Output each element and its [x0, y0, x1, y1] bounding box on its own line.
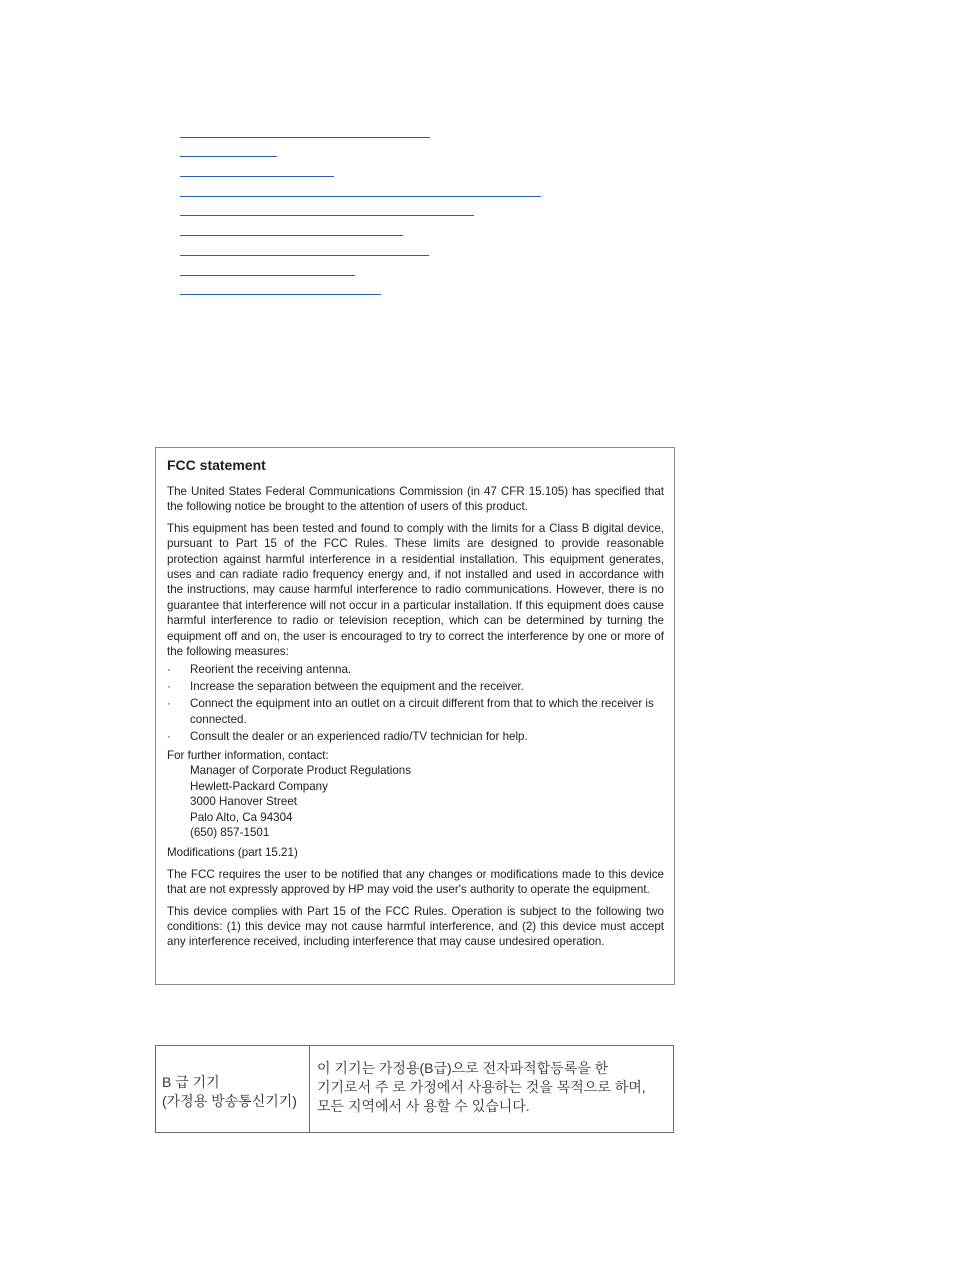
contact-line: Hewlett-Packard Company: [190, 779, 328, 793]
fcc-body: This equipment has been tested and found to comply with the limits for a Class B digital device, pursuant to Part 15 of the FCC Rules. These limits are designed to provide reasonable protection against harmful interference in a residential installation. This equipment generates, uses and can radiate radio frequency energy and, if not installed and used in accordance with the instructions, may cause harmful interference to radio communications. However, there is no guarantee that interference will not occur in a particular installation. If this equipment does cause harmful interference to radio or television reception, which can be determined by turning the equipment off and on, the user is encouraged to try to correct the interference by one or more of the following measures:: [167, 521, 664, 659]
bullet-icon: ·: [167, 729, 171, 743]
toc-link[interactable]: [180, 138, 277, 158]
toc-link[interactable]: [180, 118, 430, 138]
toc-link[interactable]: [180, 276, 381, 296]
modifications-heading: Modifications (part 15.21): [167, 846, 298, 860]
korean-class-b-table: [155, 1045, 674, 1133]
list-item: · Reorient the receiving antenna.: [167, 663, 352, 677]
contact-line: Palo Alto, Ca 94304: [190, 810, 293, 824]
device-class-description-cell: [310, 1046, 673, 1132]
fcc-title: FCC statement: [167, 457, 266, 473]
device-class-cell: [156, 1046, 310, 1132]
contact-intro: For further information, contact:: [167, 749, 329, 762]
toc-link[interactable]: [180, 216, 403, 236]
description-line: 모든 지역에서 사 용할 수 있습니다.: [317, 1098, 530, 1114]
description-line: 이 기기는 가정용(B급)으로 전자파적합등록을 한: [317, 1060, 609, 1076]
device-class-sublabel: (가정용 방송통신기기): [162, 1093, 297, 1109]
toc-link[interactable]: [180, 157, 334, 177]
modifications-text: The FCC requires the user to be notified that any changes or modifications made to this device that are not expressly approved by HP may void the user's authority to operate the equipment.: [167, 867, 664, 897]
device-class-label: B 급 기기: [162, 1074, 220, 1090]
measures-list: [167, 662, 664, 744]
fcc-intro: The United States Federal Communications Commission (in 47 CFR 15.105) has specified that the following notice be brought to the attention of users of this product.: [167, 485, 664, 514]
description-line: 기기로서 주 로 가정에서 사용하는 것을 목적으로 하며,: [317, 1079, 646, 1095]
contact-line: (650) 857-1501: [190, 826, 270, 840]
contact-address: [167, 763, 664, 840]
contact-line: Manager of Corporate Product Regulations: [190, 764, 412, 778]
bullet-icon: ·: [167, 697, 171, 711]
list-item: · Connect the equipment into an outlet on a circuit different from that to which the receiver is connected.: [167, 697, 654, 726]
bullet-icon: ·: [167, 663, 171, 677]
contact-line: 3000 Hanover Street: [190, 795, 297, 809]
list-item: · Consult the dealer or an experienced radio/TV technician for help.: [167, 729, 528, 743]
bullet-icon: ·: [167, 680, 171, 694]
list-item: · Increase the separation between the equipment and the receiver.: [167, 680, 524, 694]
compliance-text: This device complies with Part 15 of the FCC Rules. Operation is subject to the following two conditions: (1) this device may not cause harmful interference, and (2) this device must accept any interference received, including interference that may cause undesired operation.: [167, 904, 664, 949]
toc-link[interactable]: [180, 256, 355, 276]
toc-link[interactable]: [180, 197, 474, 217]
toc-link[interactable]: [180, 236, 429, 256]
fcc-statement-box: [155, 447, 675, 985]
toc-link-list: [180, 118, 541, 295]
toc-link[interactable]: [180, 177, 541, 197]
